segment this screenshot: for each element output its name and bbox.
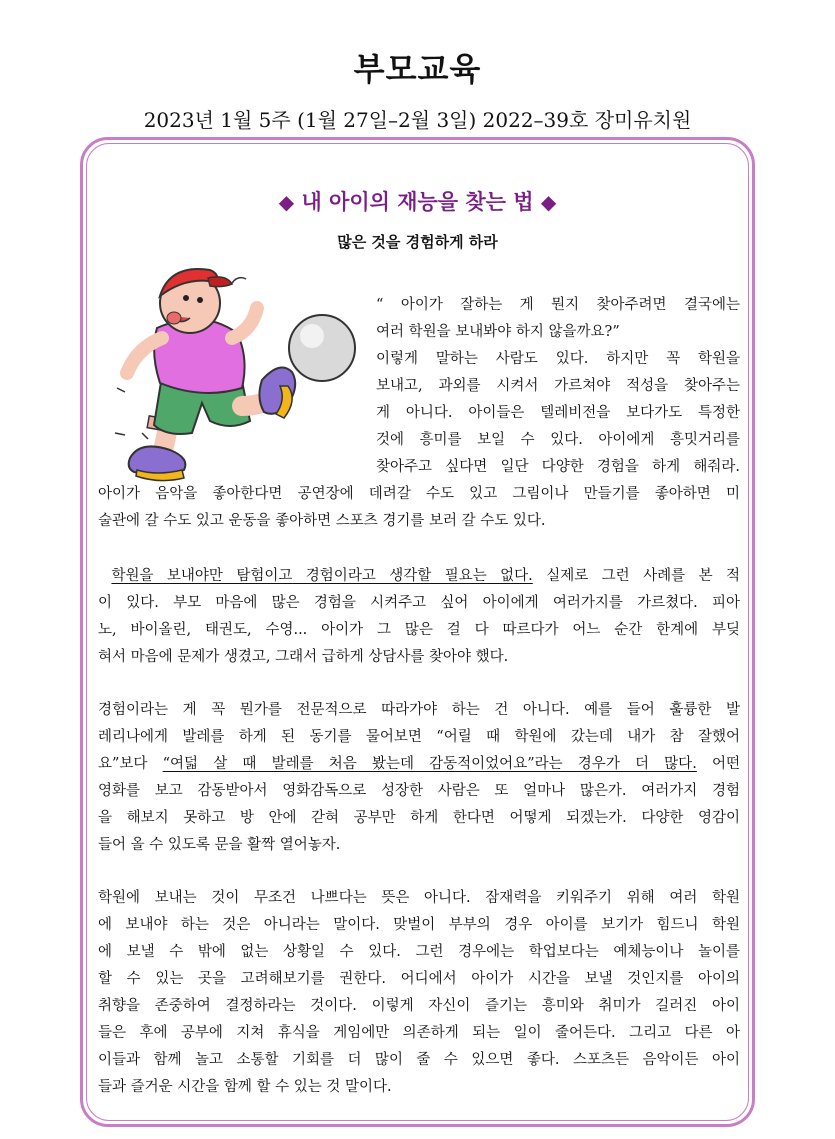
paragraph-1-wrapped	[376, 292, 740, 481]
text-line: 들과 즐거운 시간을 함께 할 수 있는 것 말이다.	[98, 1079, 392, 1095]
text-line: 이렇게 말하는 사람도 있다. 하지만 꼭 학원을	[376, 351, 740, 367]
page-title: 부모교육	[353, 50, 482, 88]
text-line: 에 보내야 하는 것은 아니라는 말이다. 맞벌이 부부의 경우 아이를 보기가 힘드니 학원	[98, 917, 740, 933]
paragraph-3	[98, 697, 740, 859]
text-line: 혀서 마음에 문제가 생겼고, 그래서 급하게 상담사를 찾아야 했다.	[98, 649, 509, 665]
text-line: “ 아이가 잘하는 게 뭔지 찾아주려면 결국에는	[376, 297, 740, 313]
text-line: 보내고, 과외를 시켜서 가르쳐야 적성을 찾아주는	[376, 378, 740, 394]
text-line: 이 있다. 부모 마음에 많은 경험을 시켜주고 싶어 아이에게 여러가지를 가르쳤다. 피아	[98, 595, 740, 611]
boy-kicking-ball-icon	[112, 258, 370, 488]
paragraph-2	[98, 563, 740, 671]
paragraph-1-full	[98, 481, 740, 535]
underlined-text: “여덟 살 때 발레를 처음 봤는데 감동적이었어요”라는 경우가 더 많다.	[162, 756, 697, 772]
text-line: 을 해보지 못하고 방 안에 갇혀 공부만 하게 한다면 어떻게 되겠는가. 다양한 영감이	[98, 810, 740, 826]
text-segment: 요”보다	[98, 756, 163, 772]
text-line: 찾아주고 싶다면 일단 다양한 경험을 하게 해줘라.	[376, 459, 740, 475]
text-line: 레리나에게 발레를 하게 된 동기를 물어보면 “어릴 때 학원에 갔는데 내가 참 잘했어	[98, 729, 740, 745]
text-segment: 어떤	[696, 756, 741, 772]
text-line: 것에 흥미를 보일 수 있다. 아이에게 흥밋거리를	[376, 432, 740, 448]
text-line: 게 아니다. 아이들은 텔레비전을 보다가도 특정한	[376, 405, 740, 421]
article-heading-text: 내 아이의 재능을 찾는 법	[301, 190, 534, 214]
text-segment: 실제로 그런 사례를 본 적	[532, 568, 741, 584]
text-line: 아이가 음악을 좋아한다면 공연장에 데려갈 수도 있고 그림이나 만들기를 좋아하면 미	[98, 486, 740, 502]
underlined-text: 학원을 보내야만 탐험이고 경험이라고 생각할 필요는 없다.	[111, 568, 533, 584]
issue-line: 2023년 1월 5주 (1월 27일–2월 3일) 2022–39호 장미유치원	[143, 108, 692, 132]
text-line: 학원에 보내는 것이 무조건 나쁘다는 뜻은 아니다. 잠재력을 키워주기 위해 여러 학원	[98, 890, 740, 906]
diamond-left-icon: ◆	[278, 190, 295, 214]
text-line: 들어 올 수 있도록 문을 활짝 열어놓자.	[98, 837, 341, 853]
paragraph-4	[98, 885, 740, 1101]
text-line: 노, 바이올린, 태권도, 수영... 아이가 그 많은 걸 다 따르다가 어느 순간 한계에 부딪	[98, 622, 740, 638]
text-line: 경험이라는 게 꼭 뭔가를 전문적으로 따라가야 하는 건 아니다. 예를 들어 훌륭한 발	[98, 702, 740, 718]
text-line: 영화를 보고 감동받아서 영화감독으로 성장한 사람은 또 얼마나 많은가. 여러가지 경험	[98, 783, 740, 799]
article-subheading: 많은 것을 경험하게 하라	[337, 233, 498, 251]
text-line: 여러 학원을 보내봐야 하지 않을까요?”	[376, 324, 620, 340]
article-heading	[0, 186, 835, 216]
text-line	[98, 751, 740, 778]
text-line: 에 보낼 수 밖에 없는 상황일 수 있다. 그런 경우에는 학업보다는 예체능이나 놀이를	[98, 944, 740, 960]
text-line: 할 수 있는 곳을 고려해보기를 권한다. 어디에서 아이가 시간을 보낼 것인지를 아이의	[98, 971, 740, 987]
text-line: 취향을 존중하여 결정하라는 것이다. 이렇게 자신이 즐기는 흥미와 취미가 길러진 아이	[98, 998, 740, 1014]
text-line: 이들과 함께 놀고 소통할 기회를 더 많이 줄 수 있으면 좋다. 스포츠든 음악이든 아이	[98, 1052, 740, 1068]
text-line	[98, 563, 740, 590]
text-line: 들은 후에 공부에 지쳐 휴식을 게임에만 의존하게 되는 일이 줄어든다. 그리고 다른 아	[98, 1025, 740, 1041]
text-line: 술관에 갈 수도 있고 운동을 좋아하면 스포츠 경기를 보러 갈 수도 있다.	[98, 513, 546, 529]
diamond-right-icon: ◆	[540, 190, 557, 214]
